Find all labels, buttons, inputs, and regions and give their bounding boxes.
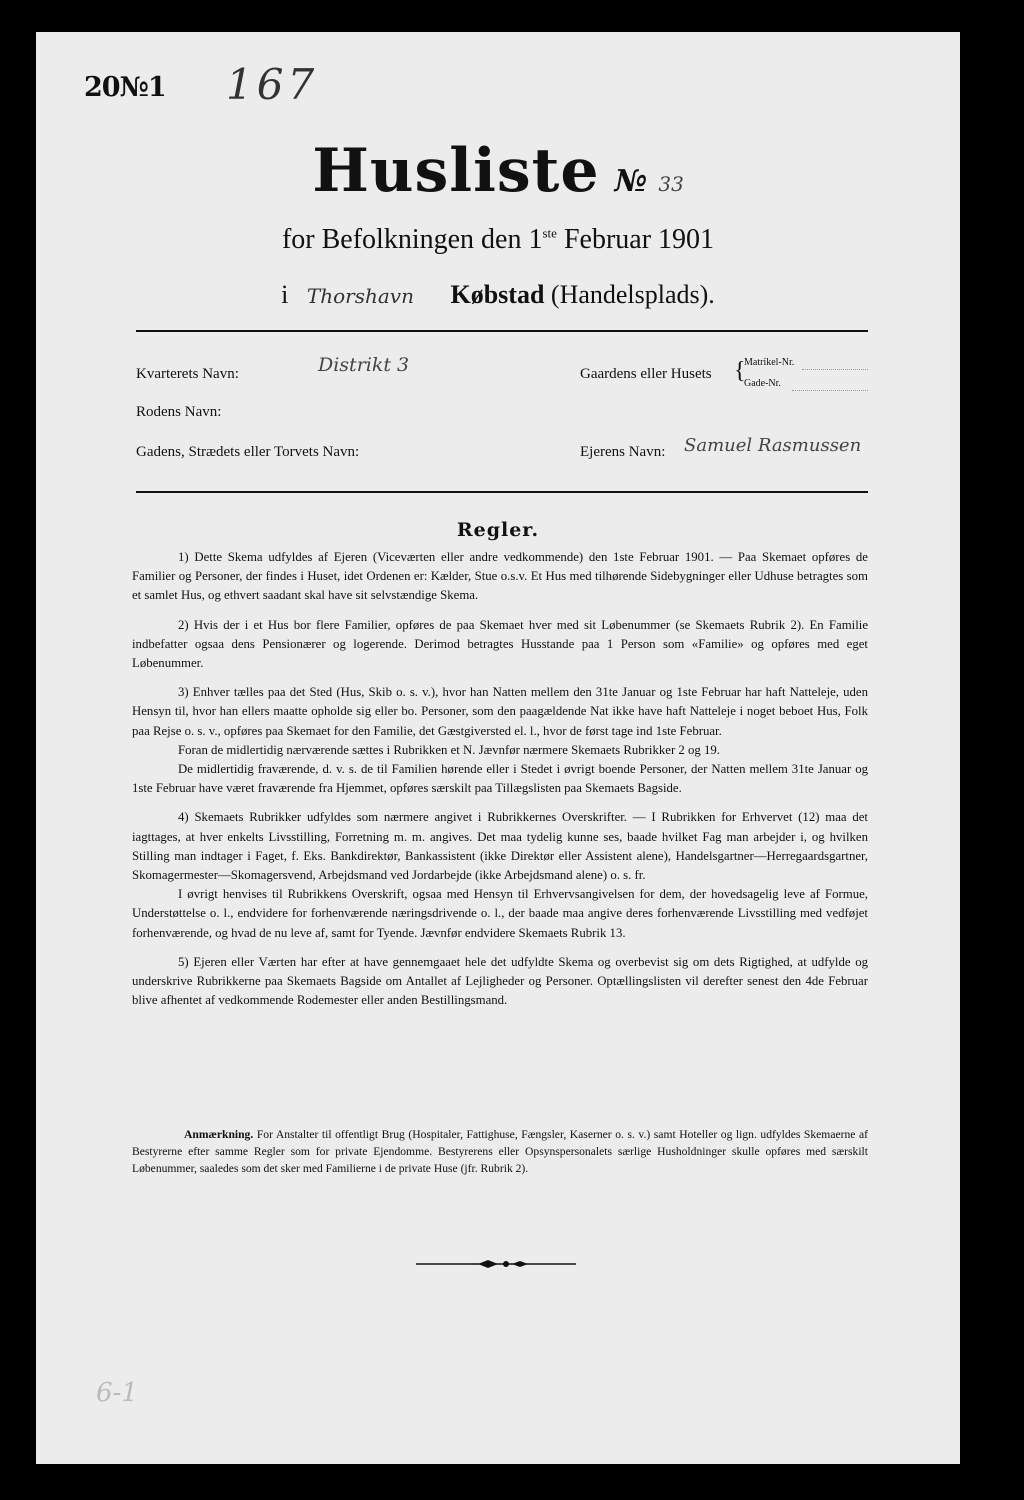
kobstad-label: Købstad — [450, 280, 545, 309]
faint-pencil-mark: 6-1 — [96, 1378, 138, 1408]
handelsplads-label: (Handelsplads). — [550, 280, 715, 309]
matrikel-line — [802, 369, 868, 370]
rule-paragraph: 4) Skemaets Rubrikker udfyldes som nærmere angivet i Rubrikkernes Overskrifter. — I Rubrikken for Erhvervet (12) maa det iagttages, at hver enkelts Livsstilling, Forretning m. m. angives. Det maa tydelig kunne ses, baade hvilket Fag man arbejder i, og hvilken Stilling man indtager i Faget, f. Eks. Bankdirektør, Bankassistent (ikke Direktør eller Assistent alene), Handelsgartner—Herregaardsgartner, Skomagermester—Skomagersvend, Arbejdsmand ved Jordarbejde (ikke Arbejdsmand alene) o. s. fr. — [132, 810, 868, 883]
kvarterets-value: Distrikt 3 — [318, 354, 410, 376]
note-label: Anmærkning. — [184, 1128, 254, 1141]
brace: { — [734, 358, 746, 384]
rodens-label: Rodens Navn: — [136, 404, 222, 420]
matrikel-label: Matrikel-Nr. — [744, 357, 795, 368]
rule-paragraph: 3) Enhver tælles paa det Sted (Hus, Skib o. s. v.), hvor han Natten mellem den 31te Januar og 1ste Februar har haft Natteleje, uden Hensyn til, hvor han ellers maatte opholde sig eller bo. Personer, som den paagældende Nat ikke have haft Natteleje i noget beboet Hus, Folk paa Rejse o. s. v., opføres paa Skemaet for den Familie, det Gæstgiversted el. l., hvor de først tage ind 1ste Februar. — [132, 685, 868, 738]
top-rule — [136, 330, 868, 332]
number-label: № — [614, 164, 648, 199]
mid-rule — [136, 491, 868, 493]
note-block — [132, 1126, 868, 1177]
list-number: 33 — [658, 172, 684, 196]
subtitle-sup: ste — [542, 225, 557, 241]
rules-body — [132, 548, 868, 1020]
title-word: Husliste — [312, 136, 600, 206]
place-i: i — [281, 280, 289, 309]
ejerens-value: Samuel Rasmussen — [684, 435, 862, 456]
rule-paragraph: Foran de midlertidig nærværende sættes i Rubrikken et N. Jævnfør nærmere Skemaets Rubrikker 2 og 19. — [178, 742, 721, 757]
rule-paragraph: 1) Dette Skema udfyldes af Ejeren (Viceværten eller andre vedkommende) den 1ste Februar 1901. — Paa Skemaet opføres de Familier og Personer, der findes i Huset, idet Ordenen er: Kælder, Stue o.s.v. Et Hus med tilhørende Sidebygninger eller Udhuse betragtes som et samlet Hus, og ethvert saadant skal have sit selvstændige Skema. — [132, 550, 868, 603]
subtitle-suffix: Februar 1901 — [556, 224, 715, 255]
ejerens-label: Ejerens Navn: — [580, 444, 666, 460]
place-line — [36, 280, 960, 310]
rule-paragraph: 5) Ejeren eller Værten har efter at have gennemgaaet hele det udfyldte Skema og overbevist sig om dets Rigtighed, at udfylde og underskrive Rubrikkerne paa Skemaets Bagside om Antallet af Lejligheder og Personer. Optællingslisten vil derefter senest den 4de Februar blive afhentet af vedkommende Rodemester eller anden Bestillingsmand. — [132, 954, 868, 1008]
gade-line — [792, 390, 868, 391]
ornament-divider — [416, 1258, 576, 1270]
gaardens-label: Gaardens eller Husets — [580, 366, 712, 382]
kvarterets-label: Kvarterets Navn: — [136, 366, 239, 382]
census-form-page — [36, 32, 960, 1464]
rule-paragraph: I øvrigt henvises til Rubrikkens Overskrift, ogsaa med Hensyn til Erhvervsangivelsen for dem, der hovedsagelig leve af Formue, Understøttelse o. l., endvidere for forhenværende næringsdrivende o. l., der baade maa angive deres forhenværende Livsstilling med vedføjet forhenværende, og hvad de nu leve af, samt for Tyende. Jævnfør endvidere Skemaets Rubrik 13. — [132, 887, 868, 940]
subtitle-prefix: for Befolkningen den 1 — [281, 224, 543, 255]
town-handwritten: Thorshavn — [306, 284, 414, 308]
note-text: For Anstalter til offentligt Brug (Hospitaler, Fattighuse, Fængsler, Kaserner o. s. v.) samt Hoteller og lign. udfyldes Skemaerne af Bestyrerne efter samme Regler som for private Ejendomme. Bestyrerens eller Opsynspersonalets særlige Husholdninger skulle opføres med særskilt Løbenummer, saaledes som det sker med Familierne i de private Huse (jfr. Rubrik 2). — [132, 1128, 868, 1175]
form-subtitle — [36, 224, 960, 256]
gade-label: Gade-Nr. — [744, 378, 781, 389]
rule-paragraph: De midlertidig fraværende, d. v. s. de til Familien hørende eller i Stedet i øvrigt boende Personer, der Natten mellem 31te Januar og 1ste Februar have været fraværende fra Hjemmet, opføres særskilt paa Tillægslisten paa Skemaets Bagside. — [132, 762, 868, 796]
form-title — [36, 136, 960, 206]
archive-stamp: 20№1 — [84, 72, 166, 103]
regler-heading: Regler. — [456, 519, 540, 541]
pencil-number: 167 — [226, 60, 319, 109]
gadens-label: Gadens, Strædets eller Torvets Navn: — [136, 444, 360, 460]
rule-paragraph: 2) Hvis der i et Hus bor flere Familier, opføres de paa Skemaet hver med sit Løbenummer (se Skemaets Rubrik 2). En Familie indbefatter ogsaa dens Pensionærer og logerende. Derimod betragtes Husstande paa 1 Person som «Familie» og opføres med eget Løbenummer. — [132, 617, 868, 671]
